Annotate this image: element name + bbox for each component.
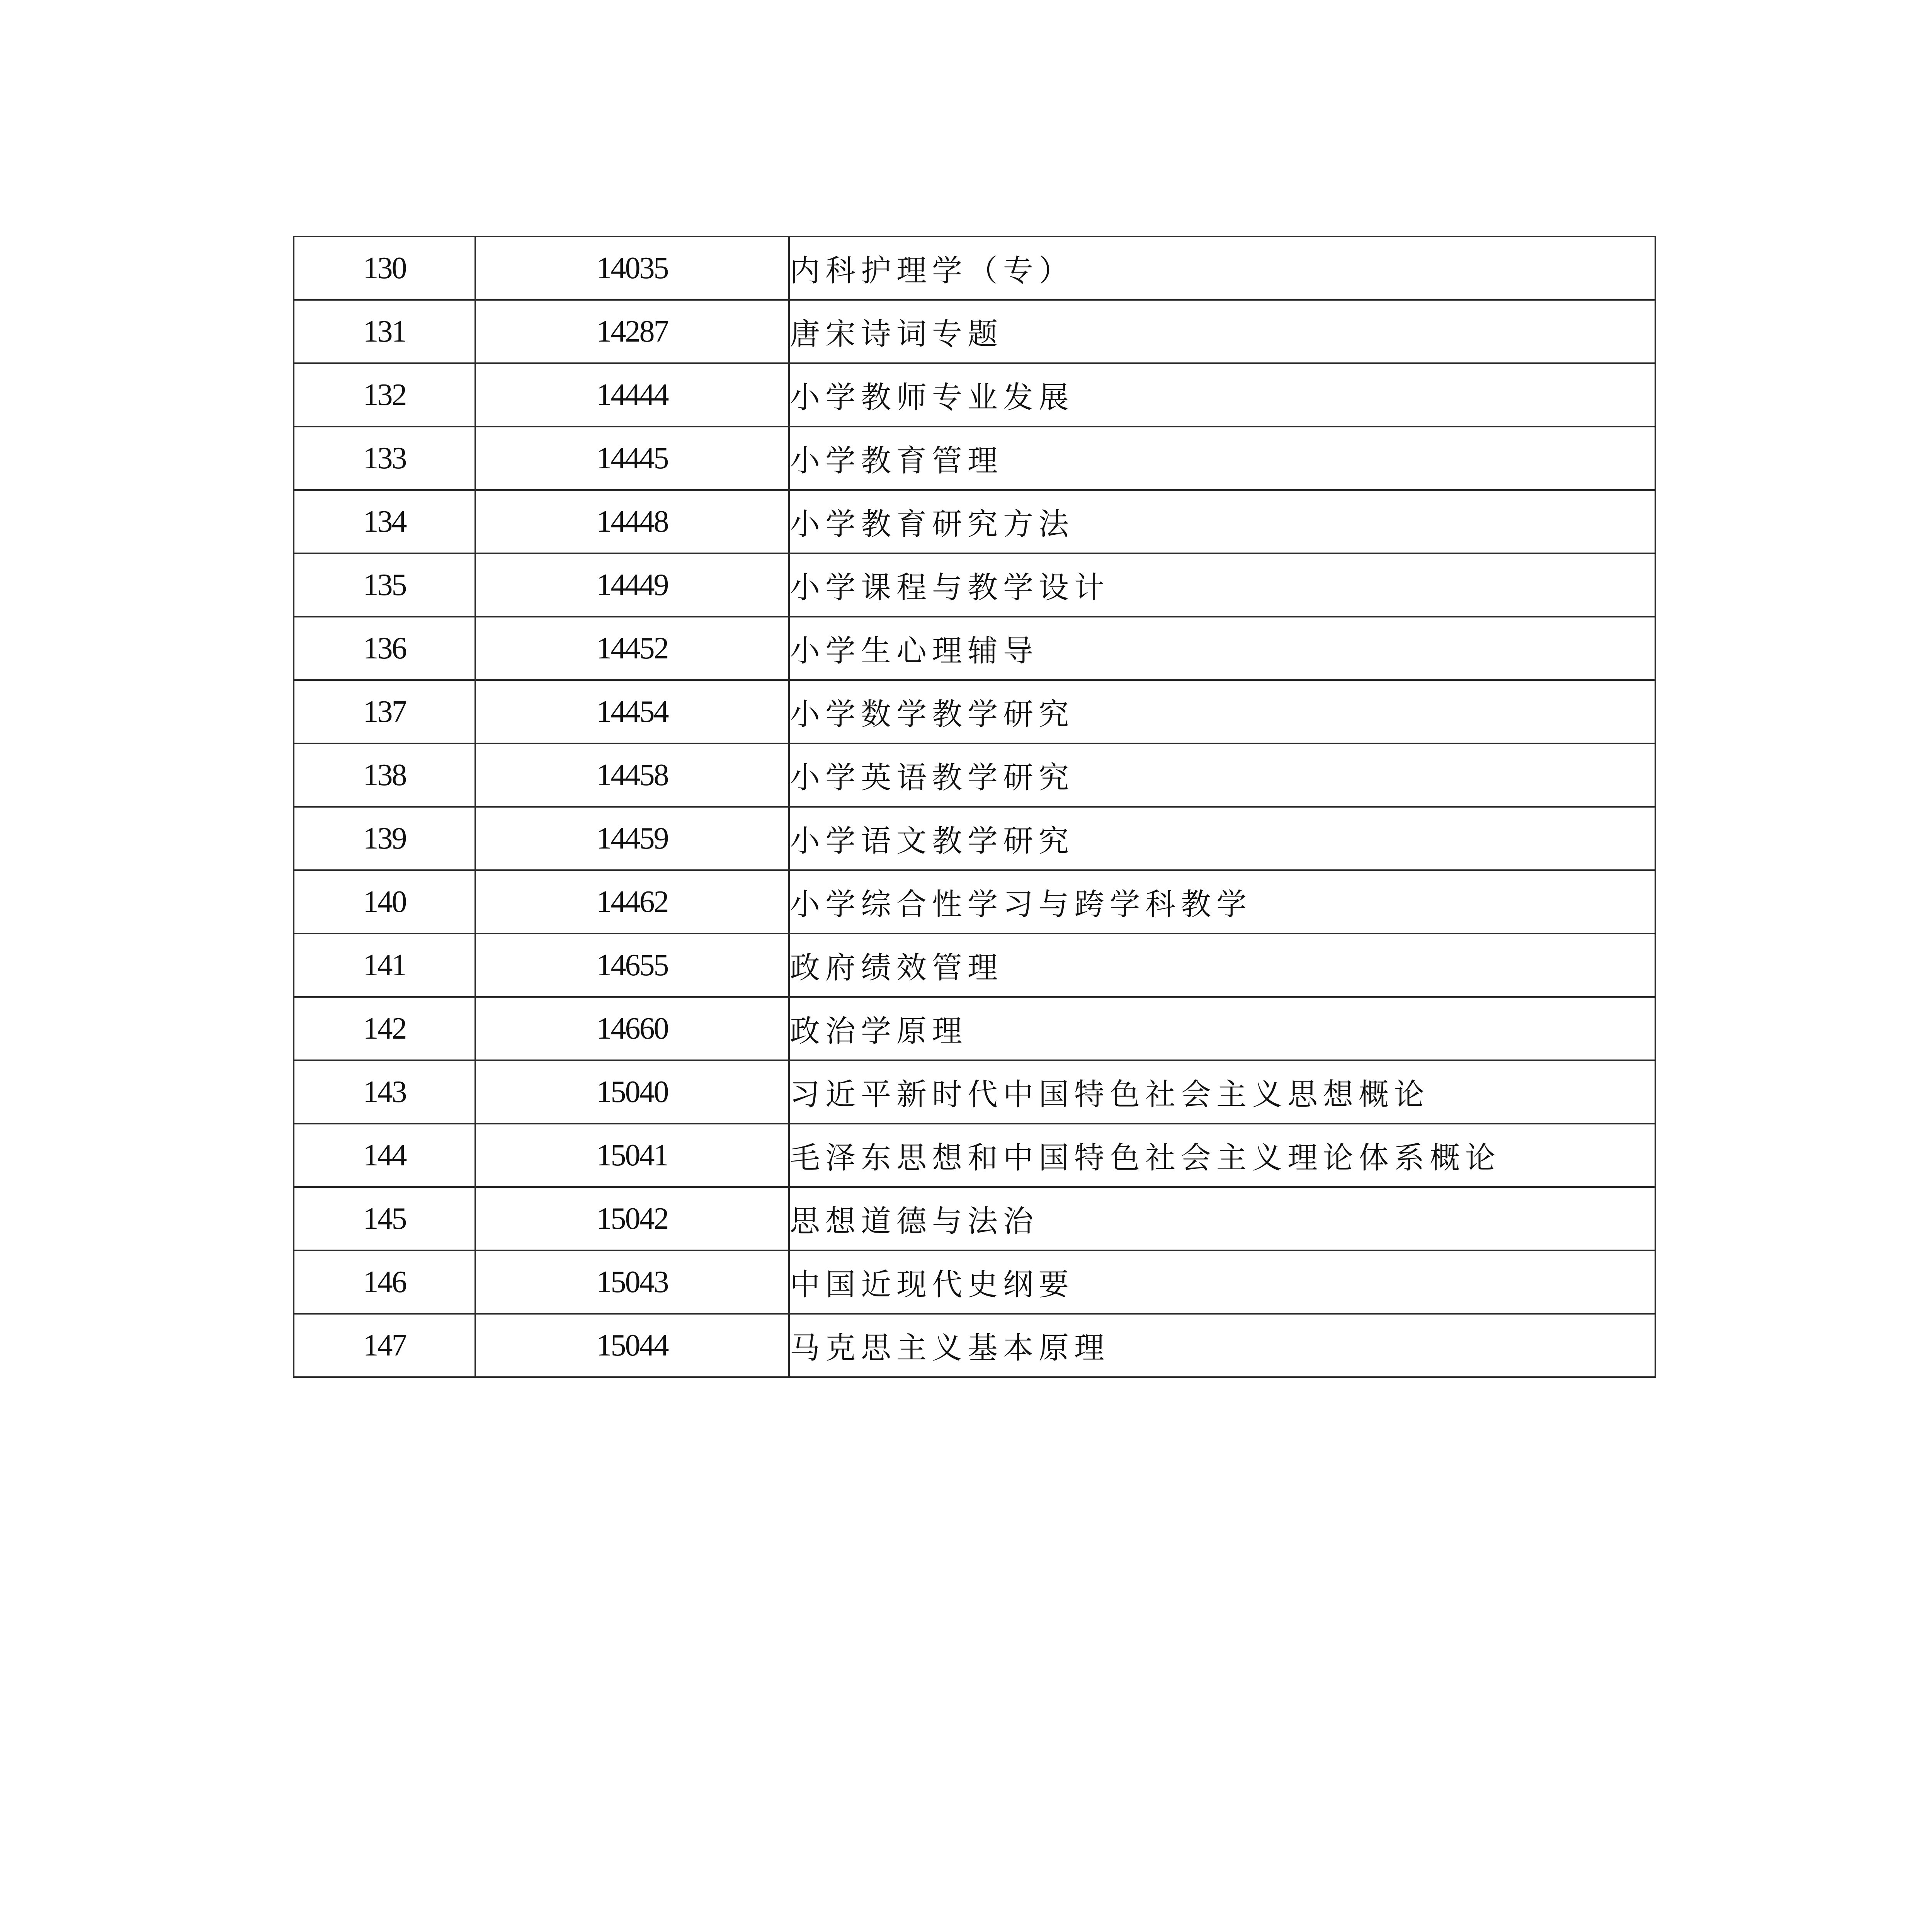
table-row xyxy=(294,1250,1655,1314)
table-row xyxy=(294,997,1655,1060)
row-seq-number: 136 xyxy=(294,617,475,680)
row-seq-number: 134 xyxy=(294,490,475,553)
table-row xyxy=(294,427,1655,490)
course-code: 15041 xyxy=(475,1124,789,1187)
course-name: 小学语文教学研究 xyxy=(789,807,1655,870)
table-row xyxy=(294,1187,1655,1250)
course-code: 14445 xyxy=(475,427,789,490)
course-name: 小学英语教学研究 xyxy=(789,743,1655,807)
table-row xyxy=(294,1060,1655,1124)
course-table xyxy=(293,236,1656,1378)
table-row xyxy=(294,807,1655,870)
course-name: 政治学原理 xyxy=(789,997,1655,1060)
table-row xyxy=(294,617,1655,680)
course-name: 内科护理学（专） xyxy=(789,236,1655,300)
table-row xyxy=(294,363,1655,427)
row-seq-number: 137 xyxy=(294,680,475,743)
course-code: 14449 xyxy=(475,553,789,617)
table-row xyxy=(294,300,1655,363)
course-name: 政府绩效管理 xyxy=(789,934,1655,997)
course-name: 小学综合性学习与跨学科教学 xyxy=(789,870,1655,934)
table-row xyxy=(294,934,1655,997)
row-seq-number: 142 xyxy=(294,997,475,1060)
course-name: 习近平新时代中国特色社会主义思想概论 xyxy=(789,1060,1655,1124)
course-name: 思想道德与法治 xyxy=(789,1187,1655,1250)
course-name: 毛泽东思想和中国特色社会主义理论体系概论 xyxy=(789,1124,1655,1187)
table-row xyxy=(294,1314,1655,1377)
table-row xyxy=(294,490,1655,553)
course-name: 小学数学教学研究 xyxy=(789,680,1655,743)
course-code: 15043 xyxy=(475,1250,789,1314)
row-seq-number: 146 xyxy=(294,1250,475,1314)
row-seq-number: 131 xyxy=(294,300,475,363)
row-seq-number: 147 xyxy=(294,1314,475,1377)
course-name: 唐宋诗词专题 xyxy=(789,300,1655,363)
course-code: 15040 xyxy=(475,1060,789,1124)
course-code: 14462 xyxy=(475,870,789,934)
course-code: 14448 xyxy=(475,490,789,553)
course-code: 14444 xyxy=(475,363,789,427)
row-seq-number: 143 xyxy=(294,1060,475,1124)
table-row xyxy=(294,743,1655,807)
course-code: 15044 xyxy=(475,1314,789,1377)
row-seq-number: 133 xyxy=(294,427,475,490)
course-name: 小学教育研究方法 xyxy=(789,490,1655,553)
row-seq-number: 140 xyxy=(294,870,475,934)
course-name: 马克思主义基本原理 xyxy=(789,1314,1655,1377)
row-seq-number: 135 xyxy=(294,553,475,617)
course-code: 14287 xyxy=(475,300,789,363)
course-name: 小学生心理辅导 xyxy=(789,617,1655,680)
course-code: 14655 xyxy=(475,934,789,997)
row-seq-number: 138 xyxy=(294,743,475,807)
course-code: 14035 xyxy=(475,236,789,300)
course-code: 14660 xyxy=(475,997,789,1060)
table-row xyxy=(294,236,1655,300)
row-seq-number: 145 xyxy=(294,1187,475,1250)
row-seq-number: 139 xyxy=(294,807,475,870)
table-row xyxy=(294,1124,1655,1187)
table-row xyxy=(294,680,1655,743)
course-name: 小学教育管理 xyxy=(789,427,1655,490)
course-code: 14459 xyxy=(475,807,789,870)
row-seq-number: 141 xyxy=(294,934,475,997)
row-seq-number: 132 xyxy=(294,363,475,427)
course-table-body xyxy=(294,236,1655,1377)
table-row xyxy=(294,870,1655,934)
row-seq-number: 144 xyxy=(294,1124,475,1187)
table-row xyxy=(294,553,1655,617)
course-code: 15042 xyxy=(475,1187,789,1250)
course-name: 小学课程与教学设计 xyxy=(789,553,1655,617)
course-code: 14458 xyxy=(475,743,789,807)
row-seq-number: 130 xyxy=(294,236,475,300)
course-name: 小学教师专业发展 xyxy=(789,363,1655,427)
course-name: 中国近现代史纲要 xyxy=(789,1250,1655,1314)
course-code: 14452 xyxy=(475,617,789,680)
course-code: 14454 xyxy=(475,680,789,743)
